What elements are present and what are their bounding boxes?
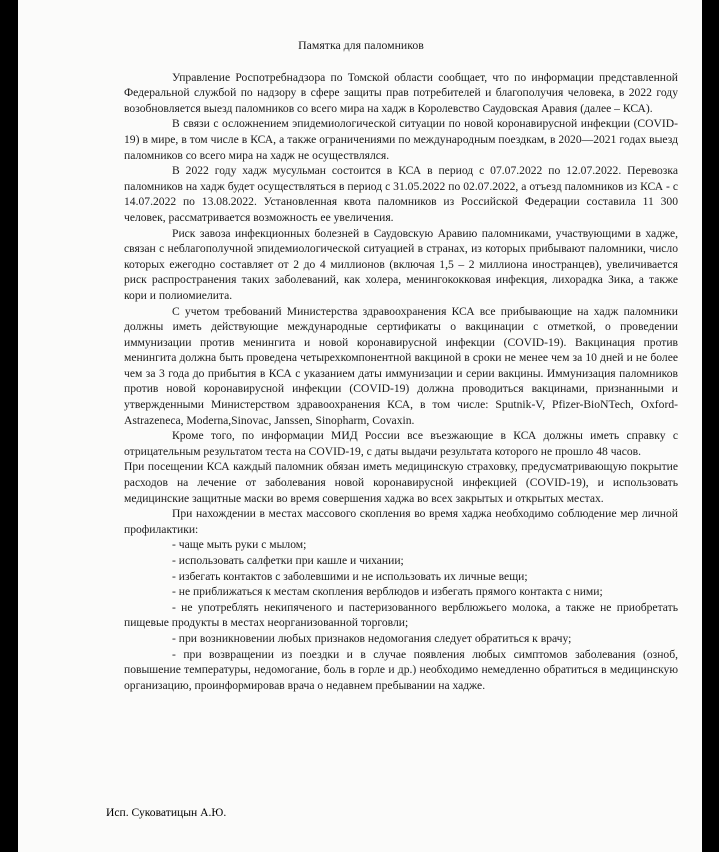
list-item: - при возвращении из поездки и в случае появления любых симптомов заболевания (озноб, повышение температуры, недомогание, боль в горле и др.) необходимо немедленно обратиться в медицинскую организацию, проинформировав врача о недавнем пребывании на хадже. xyxy=(124,647,678,692)
executor-signature: Исп. Суковатицын А.Ю. xyxy=(106,806,227,819)
paragraph-vaccination-requirements: С учетом требований Министерства здравоохранения КСА все прибывающие на хадж паломники должны иметь действующие международные сертификаты о вакцинации с отметкой, о проведении иммунизации против менингита и новой коронавирусной инфекции (COVID-19). Вакцинация против менингита должна быть проведена четырехкомпонентной вакциной в сроки не менее чем за 10 дней и не более чем за 3 года до прибытия в КСА с указанием даты иммунизации и серии вакцины. Иммунизация паломников против новой коронавирусной инфекции (COVID-19) должна проводиться вакцинами, признанными и утвержденными Министерством здравоохранения КСА, в том числе: Sputnik-V, Pfizer-BioNTech, Oxford-Astrazeneca, Moderna,Sinovac, Janssen, Sinopharm, Covaxin. xyxy=(124,304,678,427)
document-title: Памятка для паломников xyxy=(298,38,424,52)
list-item: - чаще мыть руки с мылом; xyxy=(172,538,307,552)
paragraph-intro: Управление Роспотребнадзора по Томской области сообщает, что по информации представленной Федеральной службой по надзору в сфере защиты прав потребителей и благополучия человека, в 2022 году возобновляется выезд паломников со всего мира на хадж в Королевство Саудовская Аравия (далее – КСА). xyxy=(124,70,678,115)
prevention-measures-list xyxy=(124,537,678,693)
list-item: - использовать салфетки при кашле и чихании; xyxy=(172,554,404,567)
paragraph-prevention-intro: При нахождении в местах массового скопления во время хаджа необходимо соблюдение мер личной профилактики: xyxy=(124,507,678,536)
list-item: - не приближаться к местам скопления верблюдов и избегать прямого контакта с ними; xyxy=(172,585,603,599)
list-item: - не употреблять некипяченого и пастеризованного верблюжьего молока, а также не приобретать пищевые продукты в местах неорганизованной торговли; xyxy=(124,600,678,630)
list-item: - избегать контактов с заболевшими и не использовать их личные вещи; xyxy=(172,569,528,583)
paragraph-insurance: При посещении КСА каждый паломник обязан иметь медицинскую страховку, предусматривающую покрытие расходов на лечение от заболевания новой коронавирусной инфекцией (COVID-19), и использовать медицинские защитные маски во время совершения хаджа во всех закрытых и открытых местах. xyxy=(124,460,678,505)
paragraph-covid-context: В связи с осложнением эпидемиологической ситуации по новой коронавирусной инфекции (COVID-19) в мире, в том числе в КСА, а также ограничениями по международным поездкам, в 2020—2021 годах выезд паломников со всего мира на хадж не осуществлялся. xyxy=(124,117,678,162)
paragraph-covid-test: Кроме того, по информации МИД России все въезжающие в КСА должны иметь справку с отрицательным результатом теста на COVID-19, с даты выдачи результата которого не прошло 48 часов. xyxy=(124,429,678,458)
paragraph-infection-risk: Риск завоза инфекционных болезней в Саудовскую Аравию паломниками, участвующими в хадже, связан с неблагополучной эпидемиологической ситуацией в странах, из которых прибывают паломники, число которых ежегодно составляет от 2 до 4 миллионов (включая 1,5 – 2 миллиона иностранцев), увеличивается риск распространения таких заболеваний, как холера, менингококковая инфекция, лихорадка Зика, а также кори и полиомиелита. xyxy=(124,226,678,302)
document-page xyxy=(18,0,702,852)
paragraph-hajj-dates: В 2022 году хадж мусульман состоится в КСА в период с 07.07.2022 по 12.07.2022. Перевозка паломников на хадж будет осуществляться в период с 31.05.2022 по 02.07.2022, а отъезд паломников из КСА - с 14.07.2022 по 13.08.2022. Установленная квота паломников из Российской Федерации составила 11 300 человек, рассматривается возможность ее увеличения. xyxy=(124,164,678,224)
list-item: - при возникновении любых признаков недомогания следует обратиться к врачу; xyxy=(172,631,572,645)
